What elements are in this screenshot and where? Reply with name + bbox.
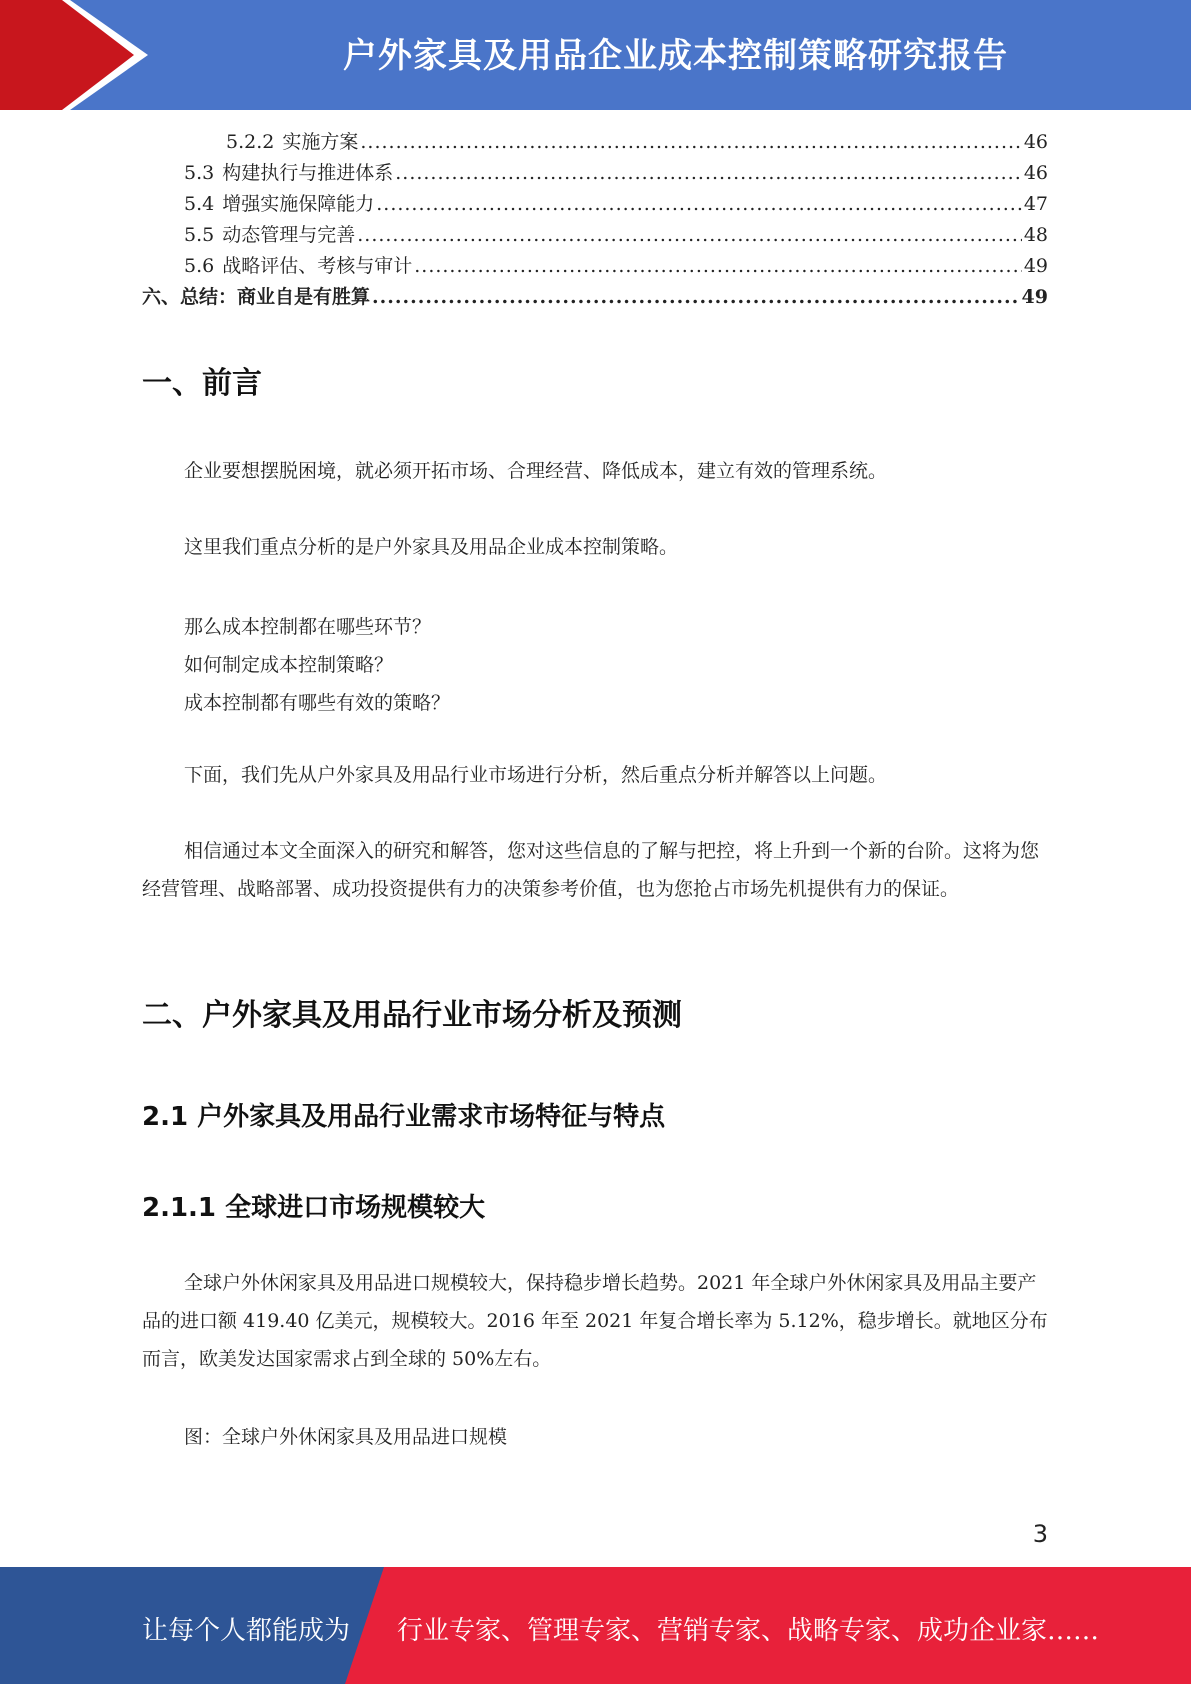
toc-leader bbox=[376, 193, 1022, 215]
toc-page: 47 bbox=[1023, 193, 1048, 215]
toc-text: 六、总结：商业自是有胜算 bbox=[142, 286, 371, 308]
toc-entry[interactable] bbox=[142, 251, 1048, 282]
paragraph: 下面，我们先从户外家具及用品行业市场进行分析，然后重点分析并解答以上问题。 bbox=[184, 764, 888, 786]
toc-entry[interactable] bbox=[142, 127, 1048, 158]
toc-number: 5.2.2 bbox=[226, 131, 275, 153]
figure-caption: 图：全球户外休闲家具及用品进口规模 bbox=[184, 1426, 508, 1448]
toc-text: 战略评估、考核与审计 bbox=[222, 255, 413, 277]
page-number: 3 bbox=[1032, 1520, 1048, 1548]
subsection-heading: 2.1 户外家具及用品行业需求市场特征与特点 bbox=[142, 1102, 666, 1132]
toc-page: 46 bbox=[1023, 162, 1048, 184]
paragraph: 全球户外休闲家具及用品进口规模较大，保持稳步增长趋势。2021 年全球户外休闲家具及用品主要产品的进口额 419.40 亿美元，规模较大。2016 年至 2021 年复合增长率为 5.12%，稳步增长。就地区分布而言，欧美发达国家需求占到全球的 50%左右。 bbox=[142, 1272, 1048, 1370]
toc-text: 增强实施保障能力 bbox=[222, 193, 375, 215]
header-chevron-icon bbox=[0, 0, 160, 110]
section-heading: 二、户外家具及用品行业市场分析及预测 bbox=[142, 998, 682, 1033]
toc-entry[interactable] bbox=[142, 282, 1048, 313]
footer-slogan-right: 行业专家、管理专家、营销专家、战略专家、成功企业家…… bbox=[397, 1616, 1100, 1646]
footer-slogan-left: 让每个人都能成为 bbox=[142, 1616, 351, 1646]
toc-number: 5.3 bbox=[184, 162, 215, 184]
toc-number: 5.4 bbox=[184, 193, 215, 215]
question-line: 如何制定成本控制策略？ bbox=[184, 654, 394, 676]
question-line: 那么成本控制都在哪些环节？ bbox=[184, 616, 432, 638]
question-line: 成本控制都有哪些有效的策略？ bbox=[184, 692, 451, 714]
toc-leader bbox=[357, 224, 1022, 246]
toc-leader bbox=[414, 255, 1022, 277]
toc-page: 49 bbox=[1021, 286, 1048, 308]
paragraph: 相信通过本文全面深入的研究和解答，您对这些信息的了解与把控，将上升到一个新的台阶。这将为您经营管理、战略部署、成功投资提供有力的决策参考价值，也为您抢占市场先机提供有力的保证。 bbox=[142, 840, 1040, 900]
subsubsection-heading: 2.1.1 全球进口市场规模较大 bbox=[142, 1193, 486, 1223]
toc-entry[interactable] bbox=[142, 158, 1048, 189]
paragraph: 这里我们重点分析的是户外家具及用品企业成本控制策略。 bbox=[184, 536, 679, 558]
toc-page: 46 bbox=[1023, 131, 1048, 153]
toc-entry[interactable] bbox=[142, 220, 1048, 251]
toc-page: 48 bbox=[1023, 224, 1048, 246]
section-heading: 一、前言 bbox=[142, 366, 262, 401]
paragraph: 企业要想摆脱困境，就必须开拓市场、合理经营、降低成本，建立有效的管理系统。 bbox=[184, 460, 888, 482]
toc-page: 49 bbox=[1023, 255, 1048, 277]
toc-number: 5.6 bbox=[184, 255, 215, 277]
toc-entry[interactable] bbox=[142, 189, 1048, 220]
toc-text: 实施方案 bbox=[282, 131, 359, 153]
toc-number: 5.5 bbox=[184, 224, 215, 246]
page-footer bbox=[0, 1567, 1191, 1684]
report-title: 户外家具及用品企业成本控制策略研究报告 bbox=[343, 36, 1008, 76]
toc-text: 构建执行与推进体系 bbox=[222, 162, 394, 184]
table-of-contents bbox=[142, 127, 1048, 313]
toc-leader bbox=[395, 162, 1022, 184]
toc-leader bbox=[360, 131, 1021, 153]
toc-leader bbox=[372, 286, 1020, 308]
page-header bbox=[0, 0, 1191, 110]
toc-text: 动态管理与完善 bbox=[222, 224, 356, 246]
